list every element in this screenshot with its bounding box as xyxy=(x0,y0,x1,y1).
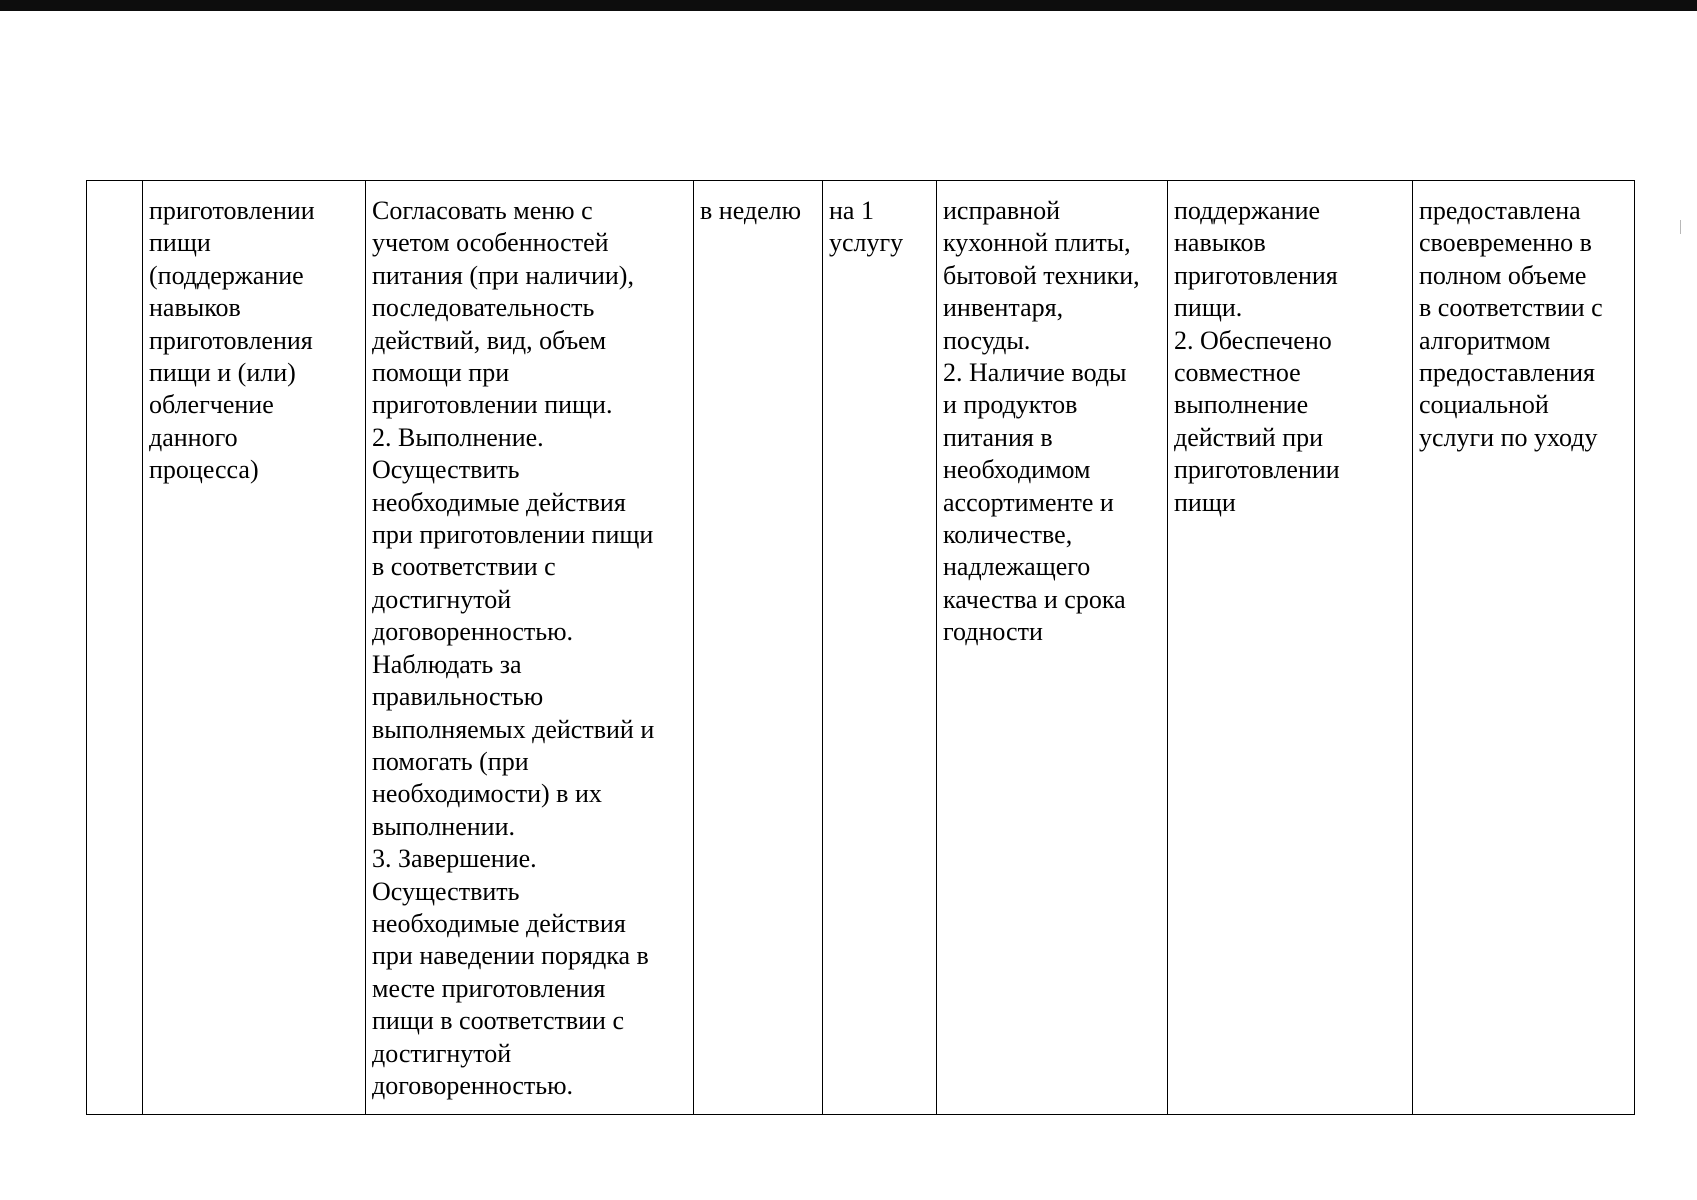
cell-periodicity: в неделю xyxy=(694,181,823,1115)
table-row xyxy=(87,181,1635,1115)
cell-service-name: приготовлении пищи (поддержание навыков приготовления пищи и (или) облегчение данного процесса) xyxy=(143,181,366,1115)
cell-conditions: исправной кухонной плиты, бытовой техники, инвентаря, посуды. 2. Наличие воды и продуктов питания в необходимом ассортименте и количестве, надлежащего качества и срока годности xyxy=(937,181,1168,1115)
cell-row-number xyxy=(87,181,143,1115)
service-standard-table xyxy=(86,180,1635,1115)
scan-margin-mark xyxy=(1680,220,1681,234)
cell-unit: на 1 услугу xyxy=(823,181,937,1115)
cell-result: поддержание навыков приготовления пищи. 2. Обеспечено совместное выполнение действий при приготовлении пищи xyxy=(1168,181,1413,1115)
scan-top-edge xyxy=(0,0,1697,11)
cell-quality: предоставлена своевременно в полном объеме в соответствии с алгоритмом предоставления социальной услуги по уходу xyxy=(1413,181,1635,1115)
cell-description: Согласовать меню с учетом особенностей питания (при наличии), последовательность действий, вид, объем помощи при приготовлении пищи. 2. Выполнение. Осуществить необходимые действия при приготовлении пищи в соответствии с достигнутой договоренностью. Наблюдать за правильностью выполняемых действий и помогать (при необходимости) в их выполнении. 3. Завершение. Осуществить необходимые действия при наведении порядка в месте приготовления пищи в соответствии с достигнутой договоренностью. xyxy=(366,181,694,1115)
